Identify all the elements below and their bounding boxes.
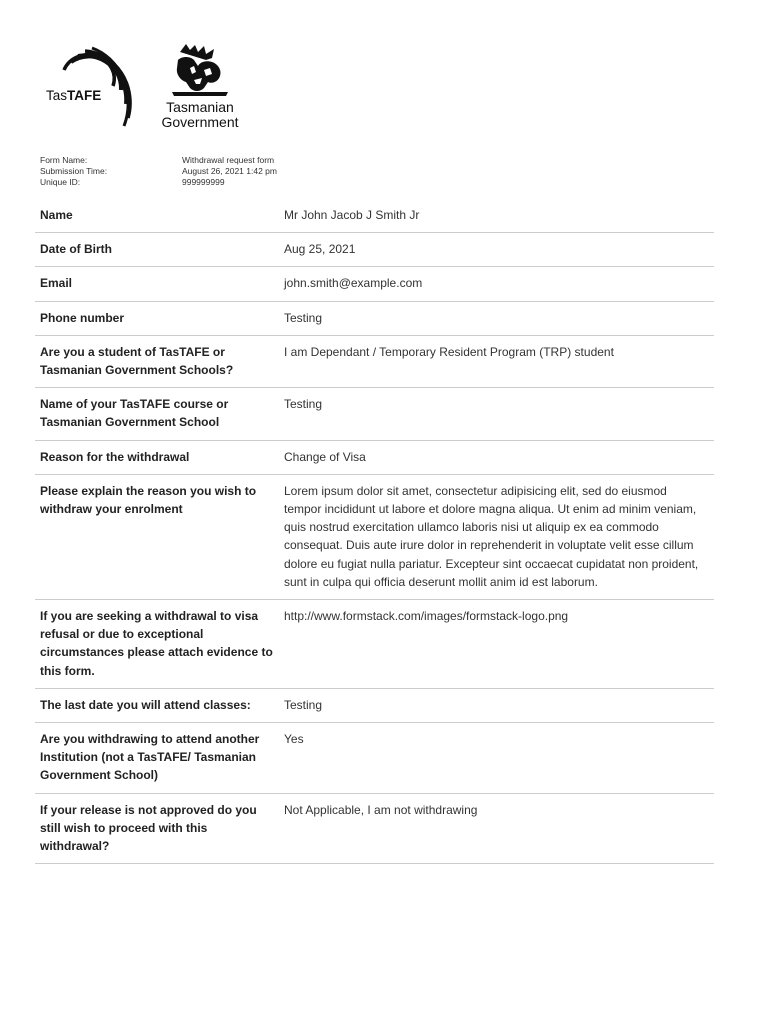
- field-label: Name of your TasTAFE course or Tasmanian Government School: [40, 397, 229, 430]
- meta-key: Unique ID:: [40, 177, 81, 187]
- field-label: Please explain the reason you wish to withdraw your enrolment: [40, 483, 257, 517]
- gov-wordmark-line1: Tasmanian: [166, 99, 234, 115]
- field-value: I am Dependant / Temporary Resident Program (TRP) student: [284, 344, 614, 359]
- field-row-other-institution: [35, 723, 714, 794]
- meta-key: Submission Time:: [40, 166, 108, 176]
- tastafe-logo: [40, 44, 140, 134]
- field-label: Are you a student of TasTAFE or Tasmanian Government Schools?: [40, 344, 234, 378]
- tasmanian-government-wordmark: [150, 100, 250, 130]
- meta-key: Form Name:: [40, 155, 88, 165]
- tastafe-wordmark-suffix: TAFE: [67, 88, 102, 103]
- header-logos: [0, 0, 770, 150]
- field-label: The last date you will attend classes:: [40, 697, 251, 712]
- field-value: Lorem ipsum dolor sit amet, consectetur adipisicing elit, sed do eiusmod tempor incididunt ut labore et dolore magna aliqua. Ut enim ad minim veniam, quis nostrud exercitation ullamco laboris nisi ut aliquip ex ea commodo consequat. Duis aute irure dolor in reprehenderit in voluptate velit esse cillum dolore eu fugiat nulla pariatur. Excepteur sint occaecat cupidatat non proident, sunt in culpa qui officia deserunt mollit anim id est laborum.: [284, 483, 699, 589]
- field-label: Reason for the withdrawal: [40, 449, 190, 464]
- field-value: Testing: [284, 397, 323, 412]
- field-row-evidence-attachment: [35, 600, 714, 689]
- field-value: Testing: [284, 310, 323, 325]
- field-row-phone-number: [35, 302, 714, 336]
- field-label: If your release is not approved do you still wish to proceed with this withdrawal?: [40, 802, 257, 854]
- tastafe-wordmark-prefix: Tas: [46, 88, 68, 103]
- field-label: If you are seeking a withdrawal to visa refusal or due to exceptional circumstances please attach evidence to this form.: [40, 609, 273, 678]
- tastafe-wordmark: [46, 88, 101, 103]
- field-value: john.smith@example.com: [284, 276, 423, 291]
- meta-row-unique-id: [40, 177, 277, 188]
- field-row-explanation: [35, 475, 714, 600]
- gov-wordmark-line2: Government: [161, 114, 239, 130]
- field-row-student-type: [35, 336, 714, 388]
- meta-row-submission-time: [40, 166, 277, 177]
- field-label: Email: [40, 276, 73, 291]
- field-row-date-of-birth: [35, 233, 714, 267]
- field-label: Phone number: [40, 310, 125, 325]
- meta-value: August 26, 2021 1:42 pm: [182, 166, 277, 176]
- field-label: Are you withdrawing to attend another Institution (not a TasTAFE/ Tasmanian Government School): [40, 732, 260, 783]
- field-label: Name: [40, 208, 73, 222]
- tasmanian-tiger-emblem-icon: [168, 42, 232, 100]
- meta-row-form-name: [40, 155, 277, 166]
- field-row-name: [35, 199, 714, 233]
- field-value: Yes: [284, 732, 304, 747]
- meta-value: Withdrawal request form: [182, 155, 275, 165]
- field-value: Aug 25, 2021: [284, 242, 356, 257]
- field-row-last-attendance-date: [35, 689, 714, 723]
- meta-value: 999999999: [182, 177, 225, 187]
- field-label: Date of Birth: [40, 242, 112, 257]
- field-row-email: [35, 267, 714, 301]
- field-row-withdrawal-reason: [35, 441, 714, 475]
- tasmanian-government-logo: [150, 42, 250, 134]
- field-value: Change of Visa: [284, 449, 366, 464]
- field-value: Mr John Jacob J Smith Jr: [284, 208, 420, 222]
- field-row-course-or-school: [35, 388, 714, 440]
- form-fields: [35, 199, 714, 864]
- field-value: Not Applicable, I am not withdrawing: [284, 802, 478, 817]
- field-value: Testing: [284, 697, 323, 712]
- field-row-proceed-if-not-approved: [35, 794, 714, 865]
- submission-meta: [40, 155, 277, 188]
- evidence-link[interactable]: http://www.formstack.com/images/formstack-logo.png: [284, 609, 569, 624]
